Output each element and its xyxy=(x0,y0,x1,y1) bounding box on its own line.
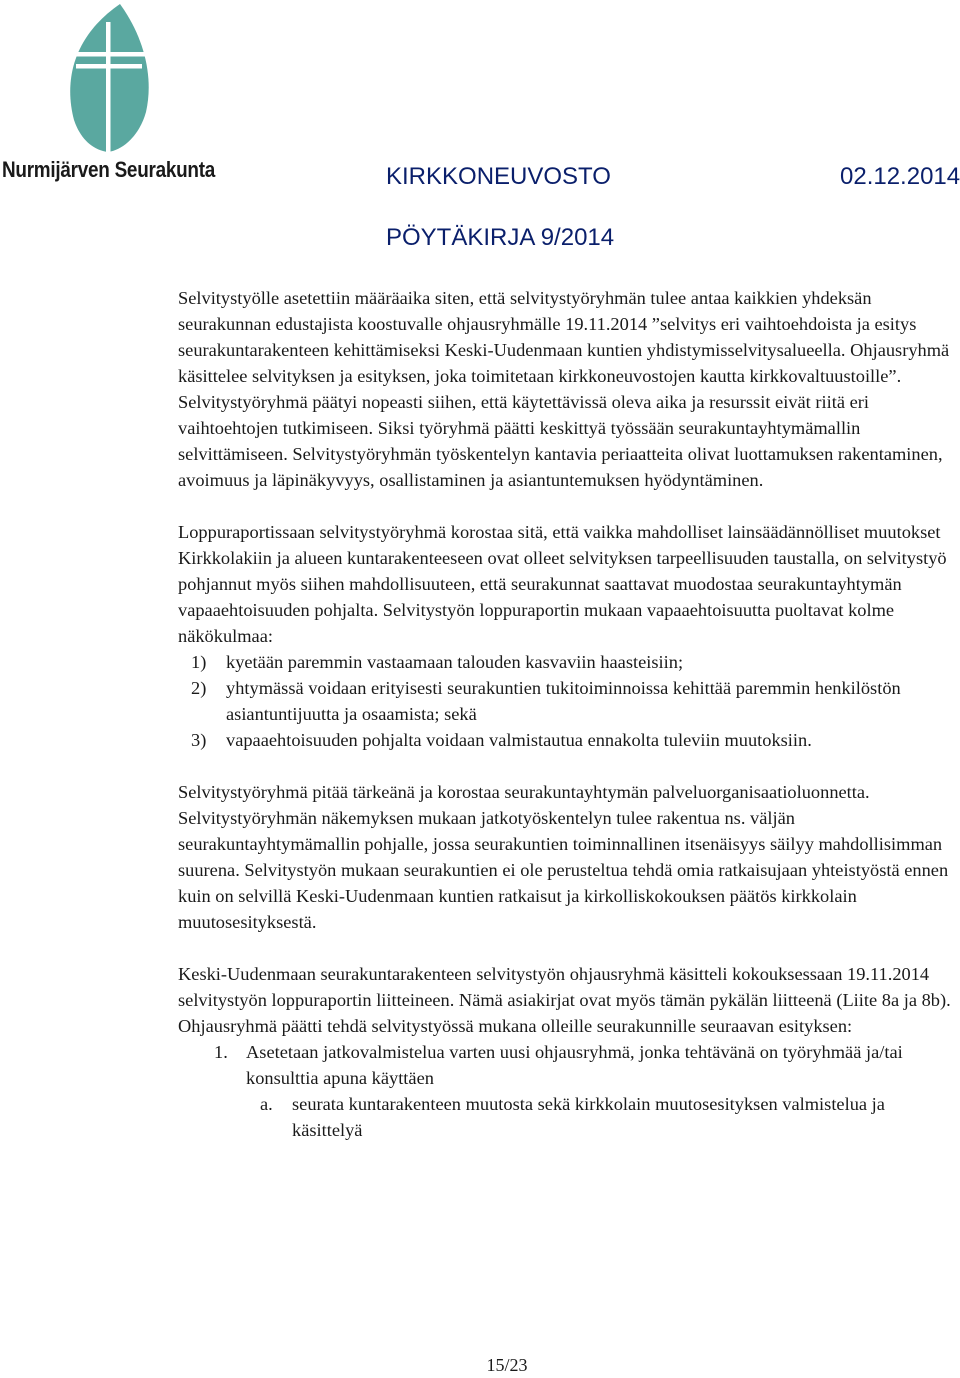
paragraph-1: Selvitystyölle asetettiin määräaika siten, että selvitystyöryhmän tulee antaa kaikkien yhdeksän seurakunnan edustajista koostuvalle ohjausryhmälle 19.11.2014 ”selvitys eri vaihtoehdoista ja esitys seurakuntarakenteen kehittämiseksi Keski-Uudenmaan kuntien yhdistymisselvitysalueella. Ohjausryhmä käsittelee selvityksen ja esityksen, joka toimitetaan kirkkoneuvostojen kautta kirkkovaltuustoille”. Selvitystyöryhmä päätyi nopeasti siihen, että käytettävissä oleva aika ja resurssit eivät riitä eri vaihtoehtojen tutkimiseen. Siksi työryhmä päätti keskittyä työssään seurakuntayhtymämallin selvittämiseen. Selvitystyöryhmän työskentelyn kantavia periaatteita olivat luottamuksen rakentaminen, avoimuus ja läpinäkyvyys, osallistaminen ja asiantuntemuksen hyödyntäminen. xyxy=(178,288,950,490)
document-date: 02.12.2014 xyxy=(840,163,960,190)
list-text: seurata kuntarakenteen muutosta sekä kirkkolain muutosesityksen valmistelua ja käsittelyä xyxy=(292,1094,885,1140)
list-letter: a. xyxy=(260,1094,273,1114)
list-number: 1) xyxy=(191,652,207,672)
list-item xyxy=(178,649,956,675)
paragraph-2: Loppuraportissaan selvitystyöryhmä korostaa sitä, että vaikka mahdolliset lainsäädännölliset muutokset Kirkkolakiin ja alueen kuntarakenteeseen ovat olleet selvityksen tarpeellisuuden taustalla, on selvitystyö pohjannut myös siihen mahdollisuuteen, että seurakunnat saattavat muodostaa seurakuntayhtymän vapaaehtoisuuden pohjalta. Selvitystyön loppuraportin mukaan vapaaehtoisuutta puoltavat kolme näkökulmaa: xyxy=(178,522,947,646)
list-text: Asetetaan jatkovalmistelua varten uusi ohjausryhmä, jonka tehtävänä on työryhmää ja/tai konsulttia apuna käyttäen xyxy=(246,1042,903,1088)
list-number: 2) xyxy=(191,678,207,698)
list-text: vapaaehtoisuuden pohjalta voidaan valmistautua ennakolta tuleviin muutoksiin. xyxy=(226,730,812,750)
organization-name: Nurmijärven Seurakunta xyxy=(2,157,216,182)
list-item xyxy=(178,675,956,727)
paragraph-4: Keski-Uudenmaan seurakuntarakenteen selvitystyön ohjausryhmä käsitteli kokouksessaan 19.11.2014 selvitystyön loppuraportin liitteineen. Nämä asiakirjat ovat myös tämän pykälän liitteenä (Liite 8a ja 8b). xyxy=(178,964,951,1010)
list-item xyxy=(178,727,956,753)
page-number: 15/23 xyxy=(486,1355,528,1375)
paragraph-5: Ohjausryhmä päätti tehdä selvitystyössä mukana olleille seurakunnille seuraavan esityksen: xyxy=(178,1016,853,1036)
list-number: 3) xyxy=(191,730,207,750)
document-body xyxy=(178,285,956,1143)
proposal-item xyxy=(178,1039,956,1091)
document-title: KIRKKONEUVOSTO xyxy=(386,163,611,190)
list-number: 1. xyxy=(214,1042,228,1062)
list-text: kyetään paremmin vastaamaan talouden kasvaviin haasteisiin; xyxy=(226,652,684,672)
proposal-subitem xyxy=(178,1091,956,1143)
leaf-cross-icon xyxy=(62,2,152,154)
logo xyxy=(0,0,230,190)
paragraph-3: Selvitystyöryhmä pitää tärkeänä ja korostaa seurakuntayhtymän palveluorganisaatioluonnetta. Selvitystyöryhmän näkemyksen mukaan jatkotyöskentelyn tulee rakentua ns. väljän seurakuntayhtymämallin pohjalle, jossa seurakuntien toiminnallinen itsenäisyys säilyy mahdollisimman suurena. Selvitystyön mukaan seurakuntien ei ole perusteltua tehdä omia ratkaisujaan yhteistyöstä ennen kuin on selvillä Keski-Uudenmaan kuntien ratkaisut ja kirkolliskokouksen päätös kirkkolain muutosesityksestä. xyxy=(178,782,949,932)
list-text: yhtymässä voidaan erityisesti seurakuntien tukitoiminnoissa kehittää paremmin henkilöstön asiantuntijuutta ja osaamista; sekä xyxy=(226,678,901,724)
minutes-number: PÖYTÄKIRJA 9/2014 xyxy=(386,224,615,251)
